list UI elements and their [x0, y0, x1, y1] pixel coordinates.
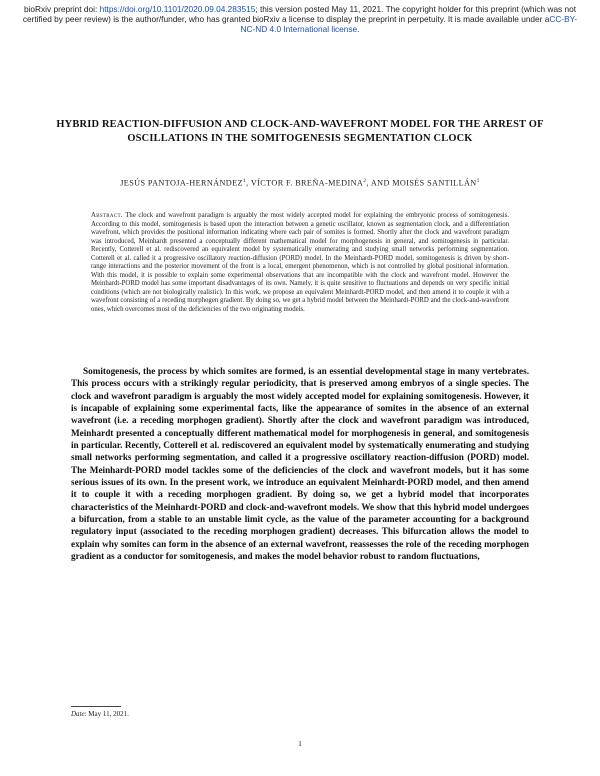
author-name: MOISÉS SANTILLÁN: [392, 178, 477, 188]
paper-title: HYBRID REACTION-DIFFUSION AND CLOCK-AND-WAVEFRONT MODEL FOR THE ARREST OF OSCILLATIONS IN THE SOMITOGENESIS SEGMENTATION CLOCK: [56, 119, 544, 144]
author-and: , AND: [366, 178, 393, 188]
notice-suffix: .: [357, 24, 360, 34]
body-paragraph: Somitogenesis, the process by which somites are formed, is an essential developmental stage in many vertebrates. This process occurs with a strikingly regular periodicity, that is preserved among embryos of a single species. The clock and wavefront paradigm is arguably the most widely accepted model for explaining somitogenesis. However, it is incapable of explaining some experimental facts, like the appearance of somites in the absence of an external wavefront (i.e. a receding morphogen gradient). Shortly after the clock and wavefront paradigm was introduced, Meinhardt presented a conceptually different mathematical model for morphogenesis in general, and somitogenesis in particular. Recently, Cotterell et al. rediscovered an equivalent model by systematically enumerating and studying small networks performing segmentation, and called it a progressive oscillatory reaction-diffusion (PORD) model. The Meinhardt-PORD model tackles some of the deficiencies of the clock and wavefront models, but it has some serious issues of its own. In the present work, we introduce an equivalent Meinhardt-PORD model, and then amend it to couple it with a receding morphogen gradient. By doing so, we get a hybrid model that incorporates characteristics of the Meinhardt-PORD and clock-and-wavefront models. We show that this hybrid model undergoes a bifurcation, from a stable to an unstable limit cycle, as the value of the parameter accounting for a background regulatory input (associated to the receding morphogen gradient) decreases. This bifurcation allows the model to explain why somites can form in the absence of an external wavefront, reassesses the role of the receding morphogen gradient as a conductor for somitogenesis, and makes the model behavior robust to random fluctuations,: [71, 366, 529, 562]
abstract-label: Abstract.: [91, 212, 123, 219]
footnote-label: Date: [71, 710, 85, 718]
author-name: JESÚS PANTOJA-HERNÁNDEZ: [120, 178, 243, 188]
author-separator: ,: [246, 178, 251, 188]
abstract: [91, 212, 509, 314]
author-affiliation: 1: [242, 178, 247, 184]
footnote-divider: [71, 706, 121, 707]
notice-prefix: bioRxiv preprint doi:: [23, 4, 100, 14]
date-footnote: [71, 710, 129, 718]
page-number: 1: [298, 739, 302, 748]
abstract-text: The clock and wavefront paradigm is arguably the most widely accepted model for explaining the embryonic process of somitogenesis. According to this model, somitogenesis is based upon the interaction between a genetic oscillator, known as segmentation clock, and a differentiation wavefront, which provides the positional information indicating where each pair of somites is formed. Shortly after the clock and wavefront paradigm was introduced, Meinhardt presented a conceptually different mathematical model for morphogenesis in general, and somitogenesis in particular. Recently, Cotterell et al. rediscovered an equivalent model by systematically enumerating and studying small networks performing segmentation. Cotterell et al. called it a progressive oscillatory reaction-diffusion (PORD) model. In the Meinhardt-PORD model, somitogenesis is driven by short-range interactions and the posterior movement of the front is a local, emergent phenomenon, which is not controlled by global positional information. With this model, it is possible to explain some experimental observations that are incompatible with the clock and wavefront model. However the Meinhardt-PORD model has some important disadvantages of its own. Namely, it is quite sensitive to fluctuations and depends on very specific initial conditions (which are not biologically realistic). In this work, we propose an equivalent Meinhardt-PORD model, and then amend it to couple it with a wavefront consisting of a receding morphogen gradient. By doing so, we get a hybrid model between the Meinhardt-PORD and the clock-and-wavefront ones, which overcomes most of the deficiencies of the two originating models.: [91, 212, 510, 313]
author-list: [40, 178, 560, 188]
author-affiliation: 1: [476, 178, 480, 184]
body-text: [71, 365, 529, 563]
doi-link[interactable]: https://doi.org/10.1101/2020.09.04.283515: [99, 4, 256, 14]
preprint-notice: [20, 4, 580, 34]
license-link[interactable]: CC-BY-NC-ND 4.0 International license: [240, 14, 578, 34]
author-name: VÍCTOR F. BREÑA-MEDINA: [250, 178, 364, 188]
author-affiliation: 2: [363, 178, 367, 184]
footnote-value: : May 11, 2021.: [84, 710, 129, 718]
notice-middle: ; this version posted May 11, 2021. The copyright holder for this preprint (which was not certified by peer review) is the author/funder, who has granted bioRxiv a license to display the preprint in perpetuity. It is made available under a: [22, 4, 577, 24]
